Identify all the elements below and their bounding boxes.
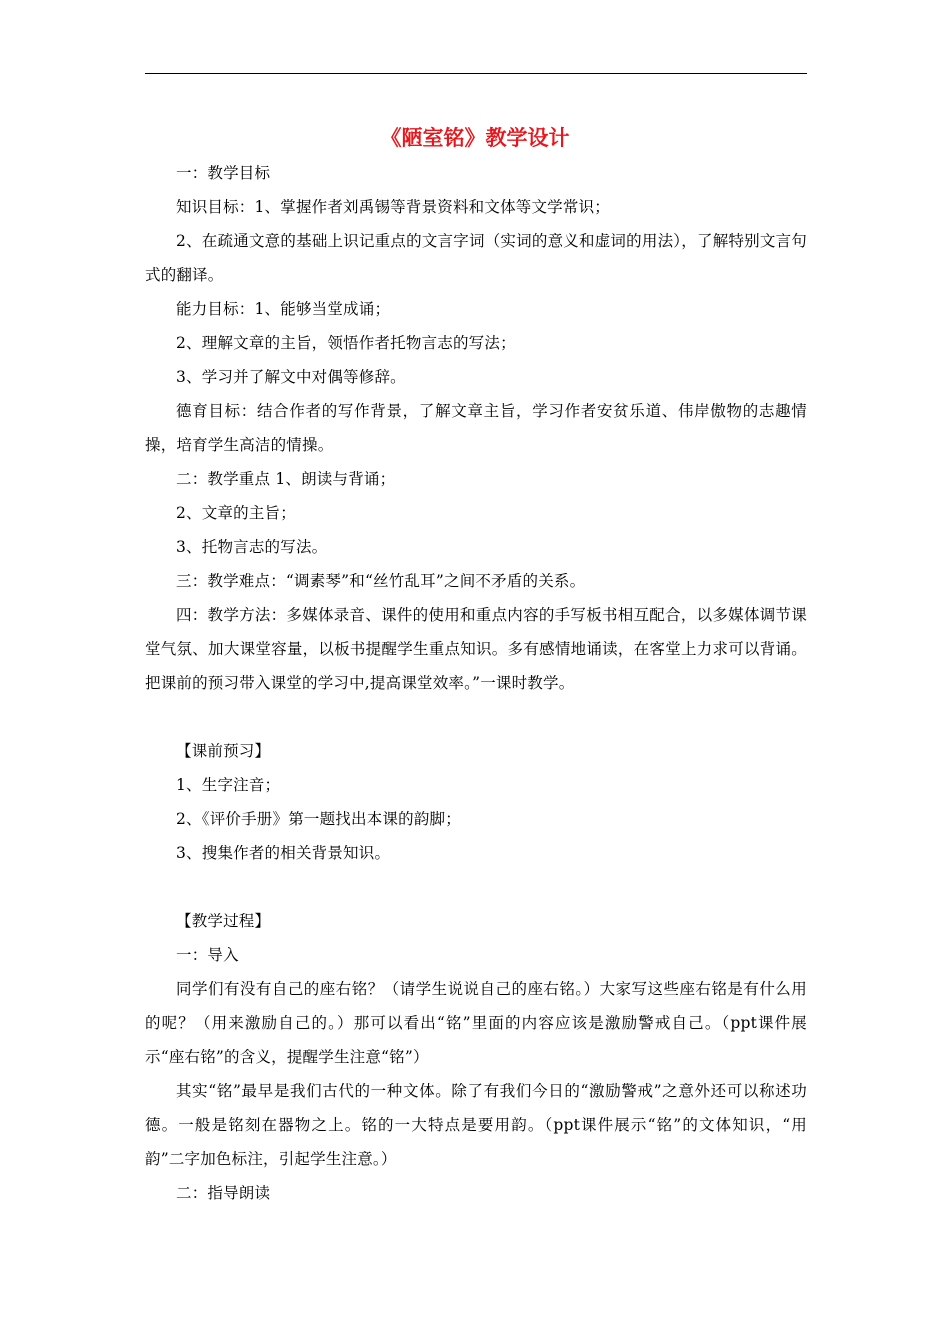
paragraph: 2、理解文章的主旨，领悟作者托物言志的写法； bbox=[176, 334, 516, 352]
section-heading: 四：教学方法：多媒体录音、课件的使用和重点内容的手写板书相互配合，以多媒体调节课堂气氛、加大课堂容量，以板书提醒学生重点知识。多有感情地诵读，在客堂上力求可以背诵。把课前的预习带入课堂的学习中,提高课堂效率。”一课时教学。 bbox=[145, 606, 807, 692]
section-heading: 一：教学目标 bbox=[176, 164, 271, 182]
paragraph: 其实“铭”最早是我们古代的一种文体。除了有我们今日的“激励警戒”之意外还可以称述功德。一般是铭刻在器物之上。铭的一大特点是要用韵。（ppt课件展示“铭”的文体知识，“用韵”二字加色标注，引起学生注意。） bbox=[145, 1082, 807, 1168]
section-heading: 二：教学重点 1、朗读与背诵； bbox=[176, 470, 396, 488]
section-heading: 【课前预习】 bbox=[176, 742, 271, 760]
header-rule bbox=[145, 73, 807, 74]
document-title: 《陋室铭》教学设计 bbox=[380, 125, 570, 150]
paragraph: 2、文章的主旨； bbox=[176, 504, 296, 522]
paragraph: 3、学习并了解文中对偶等修辞。 bbox=[176, 368, 406, 386]
section-heading: 【教学过程】 bbox=[176, 912, 271, 930]
paragraph: 3、托物言志的写法。 bbox=[176, 538, 328, 556]
blank-line bbox=[145, 870, 807, 904]
paragraph: 知识目标：1、掌握作者刘禹锡等背景资料和文体等文学常识； bbox=[176, 198, 610, 216]
paragraph: 德育目标：结合作者的写作背景，了解文章主旨，学习作者安贫乐道、伟岸傲物的志趣情操，培育学生高洁的情操。 bbox=[145, 402, 807, 454]
blank-line bbox=[145, 700, 807, 734]
paragraph: 3、搜集作者的相关背景知识。 bbox=[176, 844, 391, 862]
paragraph: 1、生字注音； bbox=[176, 776, 281, 794]
paragraph: 2、在疏通文意的基础上识记重点的文言字词（实词的意义和虚词的用法），了解特别文言句式的翻译。 bbox=[145, 232, 807, 284]
paragraph: 2、《评价手册》第一题找出本课的韵脚； bbox=[176, 810, 461, 828]
section-heading: 三：教学难点：“调素琴”和“丝竹乱耳”之间不矛盾的关系。 bbox=[176, 572, 586, 590]
paragraph: 能力目标：1、能够当堂成诵； bbox=[176, 300, 391, 318]
paragraph: 同学们有没有自己的座右铭？（请学生说说自己的座右铭。）大家写这些座右铭是有什么用的呢？（用来激励自己的。）那可以看出“铭”里面的内容应该是激励警戒自己。（ppt课件展示“座右铭”的含义，提醒学生注意“铭”） bbox=[145, 980, 807, 1066]
section-heading: 二：指导朗读 bbox=[176, 1184, 271, 1202]
section-heading: 一：导入 bbox=[176, 946, 239, 964]
document-body bbox=[145, 156, 807, 1210]
